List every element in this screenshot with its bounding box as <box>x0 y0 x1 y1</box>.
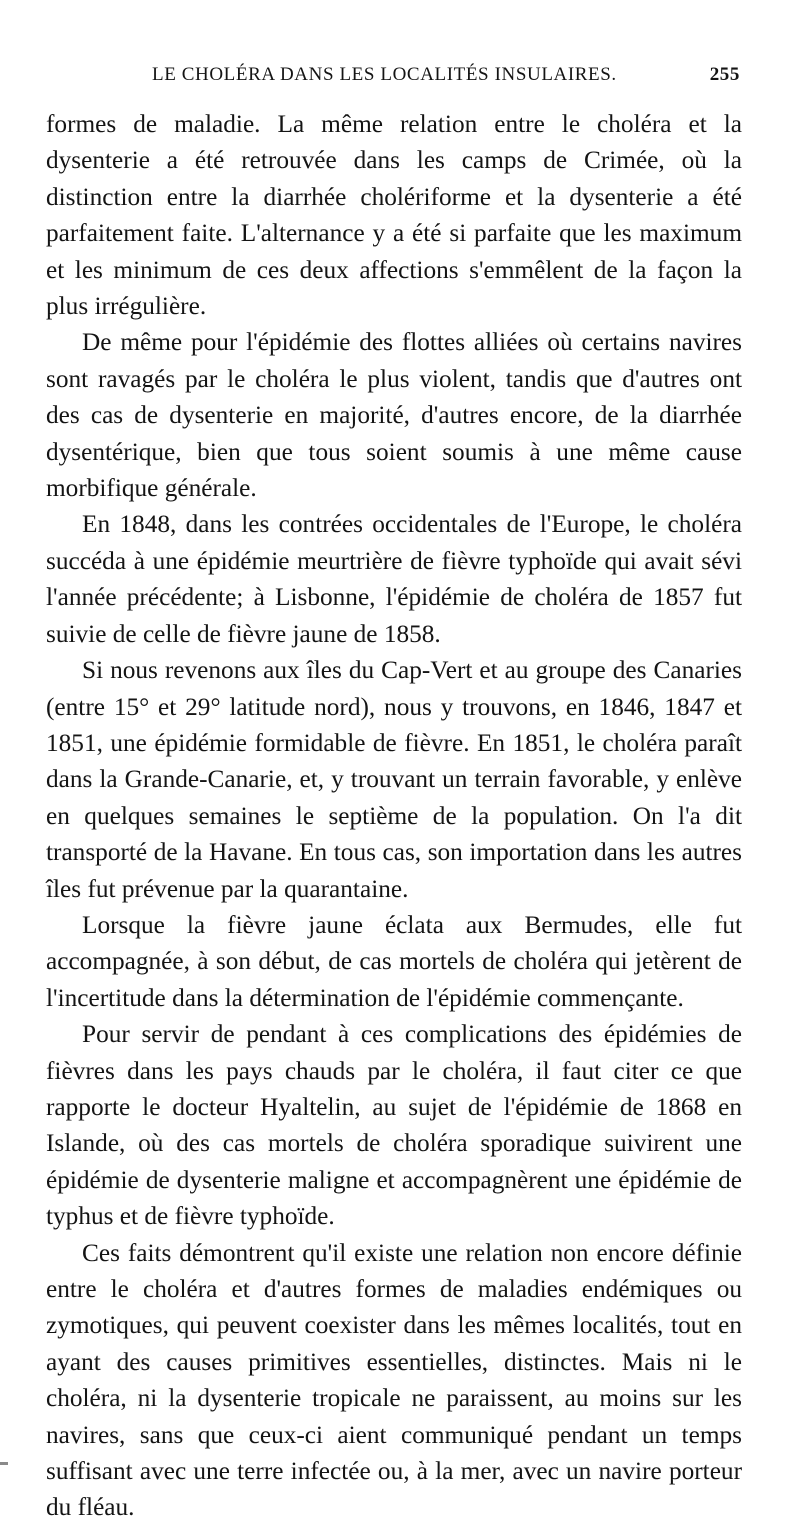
paragraph-continued: formes de maladie. La même relation entre le choléra et la dysenterie a été retrouvée dans les camps de Crimée, où la distinction entre la diarrhée cholériforme et la dysenterie a été parfaitement faite. L'alternance y a été si parfaite que les maximum et les minimum de ces deux affections s'emmêlent de la façon la plus irrégulière. <box>46 110 742 321</box>
paragraph-cap-vert-canaries: Si nous revenons aux îles du Cap-Vert et au groupe des Canaries (entre 15° et 29° latitude nord), nous y trouvons, en 1846, 1847 et 1851, une épidémie formidable de fièvre. En 1851, le choléra paraît dans la Grande-Canarie, et, y trouvant un terrain favorable, y enlève en quelques semaines le septième de la population. On l'a dit transporté de la Havane. En tous cas, son importation dans les autres îles fut prévenue par la quarantaine. <box>46 656 742 903</box>
paragraph-1848: En 1848, dans les contrées occidentales de l'Europe, le choléra succéda à une épidémie meurtrière de fièvre typhoïde qui avait sévi l'année précédente; à Lisbonne, l'épidémie de choléra de 1857 fut suivie de celle de fièvre jaune de 1858. <box>46 510 742 648</box>
book-page <box>46 58 742 1526</box>
page-number: 255 <box>709 64 740 85</box>
page-edge-mark <box>0 1462 8 1465</box>
running-header <box>46 58 742 92</box>
running-title: LE CHOLÉRA DANS LES LOCALITÉS INSULAIRES. <box>152 64 617 85</box>
paragraph-islande: Pour servir de pendant à ces complications des épidémies de fièvres dans les pays chauds par le choléra, il faut citer ce que rapporte le docteur Hyaltelin, au sujet de l'épidémie de 1868 en Islande, où des cas mortels de choléra sporadique suivirent une épidémie de dysenterie maligne et accompagnèrent une épidémie de typhus et de fièvre typhoïde. <box>46 1020 742 1231</box>
paragraph-flottes-alliees: De même pour l'épidémie des flottes alliées où certains navires sont ravagés par le choléra le plus violent, tandis que d'autres ont des cas de dysenterie en majorité, d'autres encore, de la diarrhée dysentérique, bien que tous soient soumis à une même cause morbifique générale. <box>46 328 742 503</box>
body-text <box>46 106 742 1526</box>
paragraph-bermudes: Lorsque la fièvre jaune éclata aux Bermudes, elle fut accompagnée, à son début, de cas mortels de choléra qui jetèrent de l'incertitude dans la détermination de l'épidémie commençante. <box>46 910 742 1012</box>
paragraph-conclusion: Ces faits démontrent qu'il existe une relation non encore définie entre le choléra et d'autres formes de maladies endémiques ou zymotiques, qui peuvent coexister dans les mêmes localités, tout en ayant des causes primitives essentielles, distinctes. Mais ni le choléra, ni la dysenterie tropicale ne paraissent, au moins sur les navires, sans que ceux-ci aient communiqué pendant un temps suffisant avec une terre infectée ou, à la mer, avec un navire porteur du fléau. <box>46 1238 742 1522</box>
